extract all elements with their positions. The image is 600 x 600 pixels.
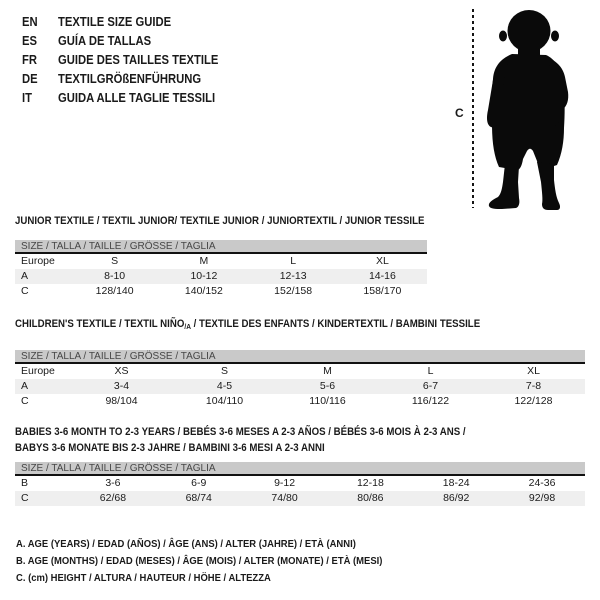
row-label: C <box>21 395 29 407</box>
size-value-cell: XL <box>527 365 540 377</box>
row-label: C <box>21 285 29 297</box>
size-value-cell: 4-5 <box>216 380 233 392</box>
size-value-cell: XL <box>375 255 389 267</box>
lang-code: DE <box>22 72 38 86</box>
row-label: Europe <box>21 365 55 377</box>
lang-code: EN <box>22 15 38 29</box>
size-value-cell: 140/152 <box>184 285 223 297</box>
table-row <box>15 491 585 506</box>
size-value-cell: 122/128 <box>514 395 553 407</box>
row-label: A <box>21 270 29 282</box>
size-value-cell: S <box>111 255 119 267</box>
legend-notes <box>16 536 423 587</box>
row-label: C <box>21 492 29 504</box>
table-row <box>15 364 585 379</box>
size-value-cell: 7-8 <box>525 380 542 392</box>
lang-row-de <box>22 70 218 89</box>
note-age-months: B. AGE (MONTHS) / EDAD (MESES) / ÂGE (MOIS) / ALTER (MONATE) / ETÀ (MESI) <box>16 555 383 567</box>
size-value-cell: 86/92 <box>443 492 470 504</box>
size-table-babies <box>15 476 585 506</box>
size-value-cell: 62/68 <box>99 492 127 504</box>
lang-code: FR <box>22 53 38 67</box>
size-table-children <box>15 364 585 409</box>
row-label: A <box>21 380 29 392</box>
title-subscript: /A <box>184 322 191 331</box>
size-value-cell: 128/140 <box>95 285 134 297</box>
note-age-years: A. AGE (YEARS) / EDAD (AÑOS) / ÂGE (ANS) / ALTER (JAHRE) / ETÀ (ANNI) <box>16 538 356 550</box>
section-title <box>15 318 517 333</box>
size-value-cell: 152/158 <box>274 285 313 297</box>
lang-text: TEXTILE SIZE GUIDE <box>58 15 172 29</box>
size-header-bar: SIZE / TALLA / TAILLE / GRÖSSE / TAGLIA <box>15 462 585 476</box>
size-value-cell: 24-36 <box>528 477 556 489</box>
title-part: CHILDREN'S TEXTILE / TEXTIL NIÑO <box>15 318 185 330</box>
size-value-cell: 12-18 <box>356 477 384 489</box>
section-title: JUNIOR TEXTILE / TEXTIL JUNIOR/ TEXTILE JUNIOR / JUNIORTEXTIL / JUNIOR TESSILE <box>15 215 425 227</box>
section-title-line2: BABYS 3-6 MONATE BIS 2-3 JAHRE / BAMBINI 3-6 MESI A 2-3 ANNI <box>15 442 325 454</box>
table-row <box>15 254 427 269</box>
size-value-cell: 14-16 <box>368 270 396 282</box>
section-title-line1: BABIES 3-6 MONTH TO 2-3 YEARS / BEBÉS 3-6 MESES A 2-3 AÑOS / BÉBÉS 3-6 MOIS À 2-3 ANS / <box>15 426 466 438</box>
section-babies <box>15 424 585 506</box>
lang-row-es <box>22 32 218 51</box>
baby-silhouette-icon <box>484 4 600 212</box>
size-value-cell: 104/110 <box>205 395 244 407</box>
size-value-cell: 18-24 <box>442 477 470 489</box>
section-children <box>15 318 585 409</box>
table-row <box>15 269 427 284</box>
lang-code: IT <box>22 91 32 105</box>
lang-row-it <box>22 89 218 108</box>
table-row <box>15 394 585 409</box>
lang-text: GUIDE DES TAILLES TEXTILE <box>58 53 219 67</box>
table-row <box>15 284 427 299</box>
size-value-cell: 74/80 <box>271 492 298 504</box>
size-value-cell: XS <box>114 365 129 377</box>
row-label: Europe <box>21 255 55 267</box>
size-value-cell: 12-13 <box>279 270 307 282</box>
lang-text: GUÍA DE TALLAS <box>58 34 152 48</box>
height-measure-label: C <box>455 106 464 120</box>
size-value-cell: M <box>199 255 209 267</box>
title-part: / TEXTILE DES ENFANTS / KINDERTEXTIL / BAMBINI TESSILE <box>190 318 481 330</box>
size-value-cell: 80/86 <box>357 492 384 504</box>
size-value-cell: 98/104 <box>105 395 138 407</box>
table-row <box>15 476 585 491</box>
size-value-cell: 9-12 <box>274 477 296 489</box>
size-value-cell: 6-7 <box>422 380 439 392</box>
size-value-cell: L <box>427 365 434 377</box>
lang-row-fr <box>22 51 218 70</box>
height-dashed-line <box>472 9 474 208</box>
size-table-junior <box>15 254 427 299</box>
lang-row-en <box>22 13 218 32</box>
lang-text: GUIDA ALLE TAGLIE TESSILI <box>58 91 216 105</box>
table-row <box>15 379 585 394</box>
size-value-cell: 68/74 <box>185 492 212 504</box>
lang-code: ES <box>22 34 38 48</box>
size-value-cell: 5-6 <box>319 380 336 392</box>
language-header <box>22 13 240 108</box>
size-value-cell: 8-10 <box>104 270 126 282</box>
note-height-cm: C. (cm) HEIGHT / ALTURA / HAUTEUR / HÖHE / ALTEZZA <box>16 572 271 584</box>
size-value-cell: 10-12 <box>190 270 218 282</box>
row-label: B <box>21 477 29 489</box>
size-value-cell: 92/98 <box>528 492 556 504</box>
lang-text: TEXTILGRÖßENFÜHRUNG <box>58 72 202 86</box>
section-junior <box>15 215 427 299</box>
size-value-cell: S <box>220 365 228 377</box>
size-value-cell: 6-9 <box>191 477 207 489</box>
size-value-cell: 110/116 <box>309 395 346 407</box>
size-header-bar: SIZE / TALLA / TAILLE / GRÖSSE / TAGLIA <box>15 350 585 364</box>
size-value-cell: 116/122 <box>411 395 450 407</box>
size-value-cell: 3-6 <box>105 477 121 489</box>
size-value-cell: M <box>323 365 332 377</box>
size-value-cell: L <box>290 255 297 267</box>
size-value-cell: 158/170 <box>363 285 402 297</box>
size-header-bar: SIZE / TALLA / TAILLE / GRÖSSE / TAGLIA <box>15 240 427 254</box>
size-value-cell: 3-4 <box>113 380 130 392</box>
